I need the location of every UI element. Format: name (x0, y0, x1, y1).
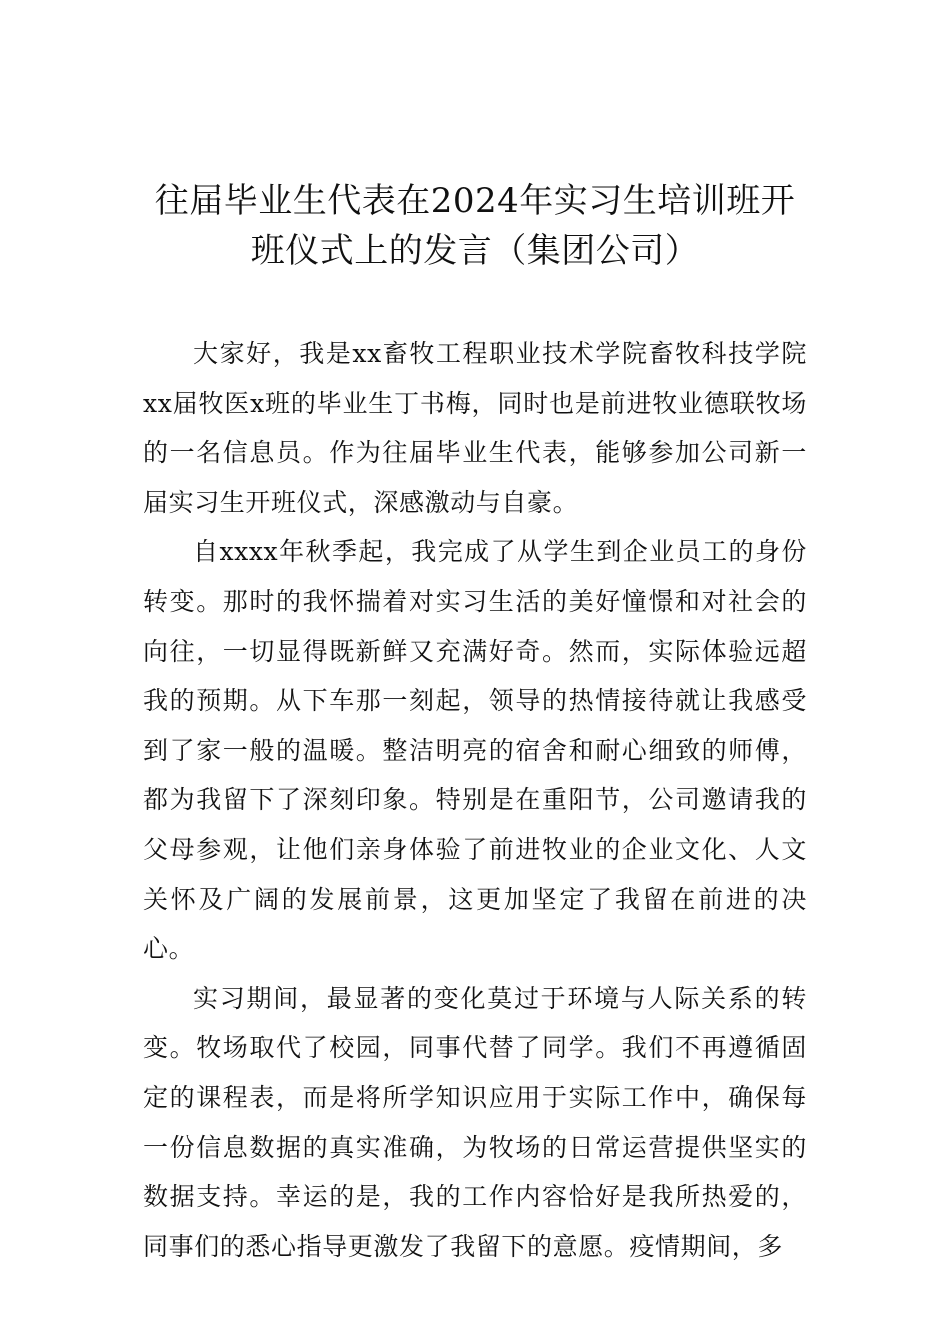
document-title (120, 176, 830, 276)
title-line-2: 班仪式上的发言（集团公司） (250, 231, 700, 271)
paragraph-internship: 实习期间，最显著的变化莫过于环境与人际关系的转变。牧场取代了校园，同事代替了同学。我们不再遵循固定的课程表，而是将所学知识应用于实际工作中，确保每一份信息数据的真实准确，为牧场的日常运营提供坚实的数据支持。幸运的是，我的工作内容恰好是我所热爱的，同事们的悉心指导更激发了我留下的意愿。疫情期间，多 (143, 983, 807, 1261)
document-body (143, 329, 807, 1271)
paragraph-greeting: 大家好，我是xx畜牧工程职业技术学院畜牧科技学院xx届牧医x班的毕业生丁书梅，同时也是前进牧业德联牧场的一名信息员。作为往届毕业生代表，能够参加公司新一届实习生开班仪式，深感激动与自豪。 (143, 339, 807, 517)
title-line-1: 往届毕业生代表在2024年实习生培训班开 (154, 181, 796, 221)
paragraph-transition: 自xxxx年秋季起，我完成了从学生到企业员工的身份转变。那时的我怀揣着对实习生活的美好憧憬和对社会的向往，一切显得既新鲜又充满好奇。然而，实际体验远超我的预期。从下车那一刻起，领导的热情接待就让我感受到了家一般的温暖。整洁明亮的宿舍和耐心细致的师傅，都为我留下了深刻印象。特别是在重阳节，公司邀请我的父母参观，让他们亲身体验了前进牧业的企业文化、人文关怀及广阔的发展前景，这更加坚定了我留在前进的决心。 (143, 537, 807, 964)
